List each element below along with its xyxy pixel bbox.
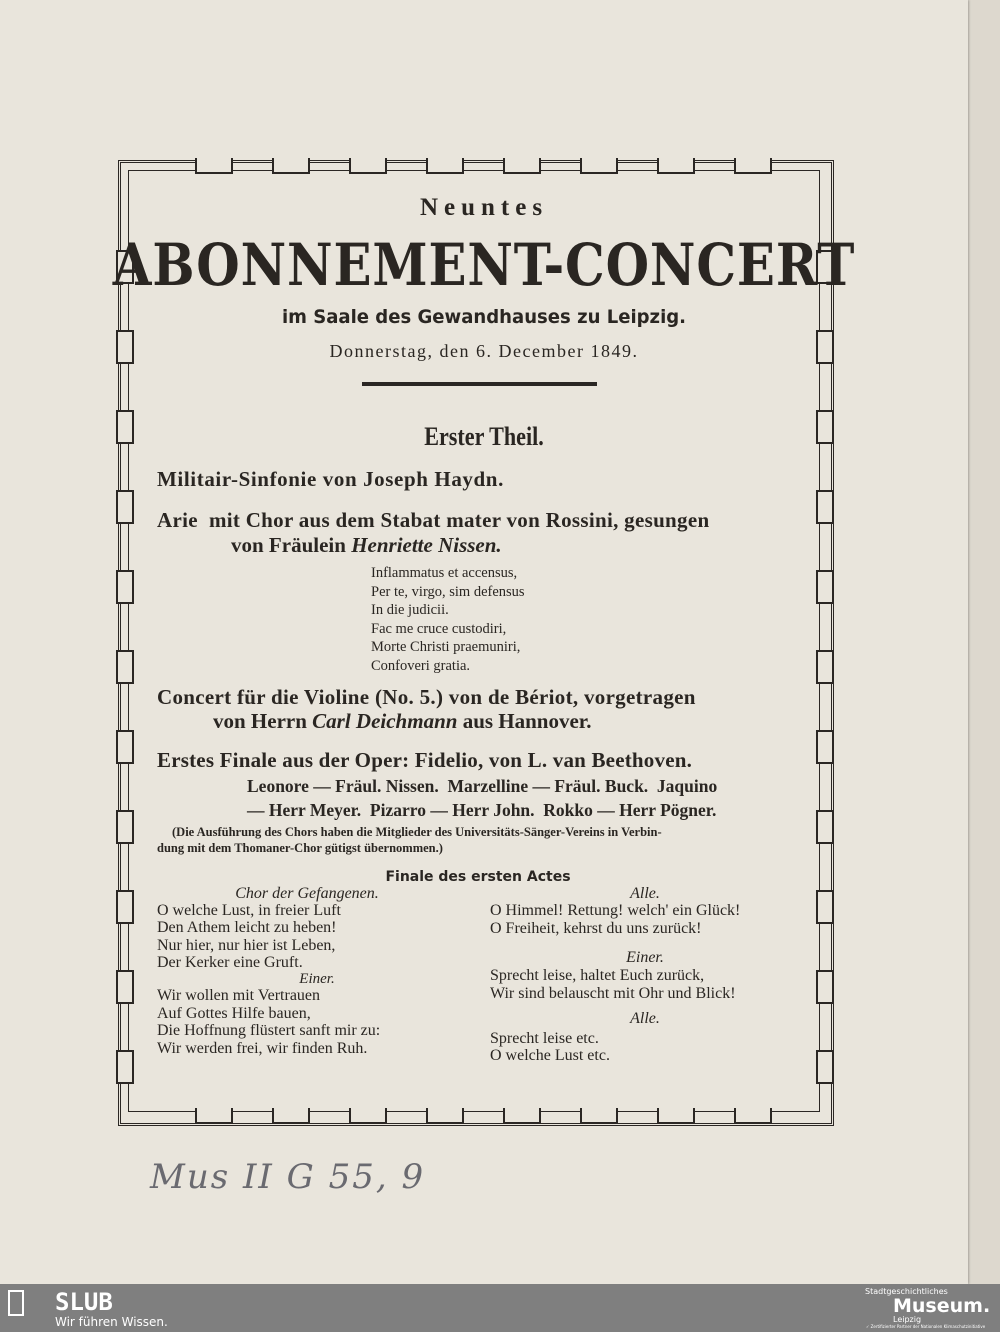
soloist-name: Carl Deichmann bbox=[312, 709, 458, 733]
meander-motif bbox=[272, 1108, 310, 1124]
latin-line: Morte Christi praemuniri, bbox=[371, 639, 521, 656]
libretto-line: Den Athem leicht zu heben! bbox=[157, 919, 337, 937]
latin-line: Inflammatus et accensus, bbox=[371, 565, 518, 581]
meander-motif bbox=[734, 1108, 772, 1124]
program-item-3: Concert für die Violine (No. 5.) von de Bériot, vorgetragen bbox=[157, 685, 696, 709]
libretto-line: O welche Lust etc. bbox=[490, 1047, 610, 1064]
speaker-label: Einer. bbox=[299, 971, 335, 987]
libretto-line: O Himmel! Rettung! welch' ein Glück! bbox=[490, 902, 741, 919]
meander-motif bbox=[426, 158, 464, 174]
program-item-4: Erstes Finale aus der Oper: Fidelio, von L. van Beethoven. bbox=[157, 748, 693, 772]
cast-line-1: Leonore — Fräul. Nissen. Marzelline — Fräul. Buck. Jaquino bbox=[247, 776, 718, 796]
meander-motif bbox=[272, 158, 310, 174]
note-line-1: (Die Ausführung des Chors haben die Mitglieder des Universitäts-Sänger-Vereins in Verbin- bbox=[172, 825, 662, 839]
meander-motif bbox=[426, 1108, 464, 1124]
date: Donnerstag, den 6. December 1849. bbox=[329, 341, 639, 361]
meander-motif bbox=[349, 1108, 387, 1124]
divider bbox=[362, 382, 597, 386]
latin-line: Confoveri gratia. bbox=[371, 658, 471, 674]
footer-bar bbox=[0, 1284, 1000, 1332]
speaker-label: Alle. bbox=[630, 1010, 660, 1027]
text: von Fräulein bbox=[231, 533, 352, 557]
libretto-line: Der Kerker eine Gruft. bbox=[157, 953, 303, 971]
text: von Herrn bbox=[213, 709, 313, 733]
meander-motif bbox=[816, 890, 834, 924]
venue: im Saale des Gewandhauses zu Leipzig. bbox=[281, 306, 687, 328]
handwritten-shelfmark: Mus II G 55, 9 bbox=[150, 1157, 426, 1197]
book-icon bbox=[8, 1290, 24, 1316]
meander-motif bbox=[116, 1050, 134, 1084]
slub-logo[interactable]: SLUB bbox=[55, 1288, 113, 1316]
meander-motif bbox=[816, 730, 834, 764]
libretto-line: Sprecht leise etc. bbox=[490, 1030, 599, 1047]
meander-motif bbox=[657, 158, 695, 174]
meander-motif bbox=[580, 158, 618, 174]
meander-motif bbox=[816, 490, 834, 524]
meander-motif bbox=[195, 158, 233, 174]
finale-heading: Finale des ersten Actes bbox=[385, 869, 571, 885]
meander-motif bbox=[816, 1050, 834, 1084]
meander-motif bbox=[580, 1108, 618, 1124]
meander-motif bbox=[116, 730, 134, 764]
note-line-2: dung mit dem Thomaner-Chor gütigst übernommen.) bbox=[157, 841, 443, 855]
program-item-1: Militair-Sinfonie von Joseph Haydn. bbox=[157, 467, 504, 491]
part-heading: Erster Theil. bbox=[424, 422, 544, 451]
libretto-line: Auf Gottes Hilfe bauen, bbox=[157, 1004, 311, 1022]
program-item-2-line2 bbox=[231, 535, 502, 556]
libretto-line: Wir werden frei, wir finden Ruh. bbox=[157, 1040, 368, 1058]
libretto-line: O Freiheit, kehrst du uns zurück! bbox=[490, 919, 702, 937]
meander-motif bbox=[816, 970, 834, 1004]
meander-motif bbox=[116, 810, 134, 844]
meander-motif bbox=[116, 490, 134, 524]
libretto-line: O welche Lust, in freier Luft bbox=[157, 902, 341, 919]
speaker-label: Einer. bbox=[626, 949, 664, 966]
museum-city: Leipzig bbox=[893, 1315, 922, 1324]
text: aus Hannover. bbox=[457, 709, 592, 733]
meander-motif bbox=[116, 570, 134, 604]
museum-logo[interactable]: Museum. bbox=[893, 1295, 991, 1317]
speaker-label: Alle. bbox=[630, 885, 660, 902]
libretto-line: Die Hoffnung flüstert sanft mir zu: bbox=[157, 1022, 381, 1040]
page-title: ABONNEMENT-CONCERT bbox=[112, 231, 856, 299]
meander-motif bbox=[349, 158, 387, 174]
libretto-line: Wir sind belauscht mit Ohr und Blick! bbox=[490, 985, 736, 1002]
meander-motif bbox=[116, 970, 134, 1004]
meander-motif bbox=[195, 1108, 233, 1124]
program-item-2: Arie mit Chor aus dem Stabat mater von Rossini, gesungen bbox=[157, 508, 710, 532]
speaker-label: Chor der Gefangenen. bbox=[235, 885, 379, 902]
meander-motif bbox=[503, 158, 541, 174]
meander-motif bbox=[657, 1108, 695, 1124]
program-item-3-line2 bbox=[213, 711, 591, 732]
meander-motif bbox=[734, 158, 772, 174]
museum-kicker: Stadtgeschichtliches bbox=[865, 1287, 948, 1296]
libretto-line: Nur hier, nur hier ist Leben, bbox=[157, 936, 336, 954]
latin-line: In die judicii. bbox=[371, 602, 449, 619]
libretto-line: Sprecht leise, haltet Euch zurück, bbox=[490, 967, 705, 984]
meander-motif bbox=[816, 810, 834, 844]
meander-motif bbox=[816, 570, 834, 604]
libretto-line: Wir wollen mit Vertrauen bbox=[157, 987, 321, 1004]
meander-motif bbox=[503, 1108, 541, 1124]
museum-partner-note: ✓ Zertifizierter Partner der Nationalen Klimaschutzinitiative bbox=[866, 1324, 986, 1329]
latin-line: Fac me cruce custodiri, bbox=[371, 620, 507, 637]
kicker: Neuntes bbox=[419, 194, 549, 221]
soloist-name: Henriette Nissen. bbox=[351, 533, 502, 557]
meander-motif bbox=[116, 890, 134, 924]
meander-motif bbox=[816, 650, 834, 684]
meander-motif bbox=[116, 650, 134, 684]
slub-tagline: Wir führen Wissen. bbox=[55, 1315, 168, 1329]
latin-line: Per te, virgo, sim defensus bbox=[371, 583, 525, 600]
cast-line-2: — Herr Meyer. Pizarro — Herr John. Rokko — Herr Pögner. bbox=[247, 800, 717, 820]
